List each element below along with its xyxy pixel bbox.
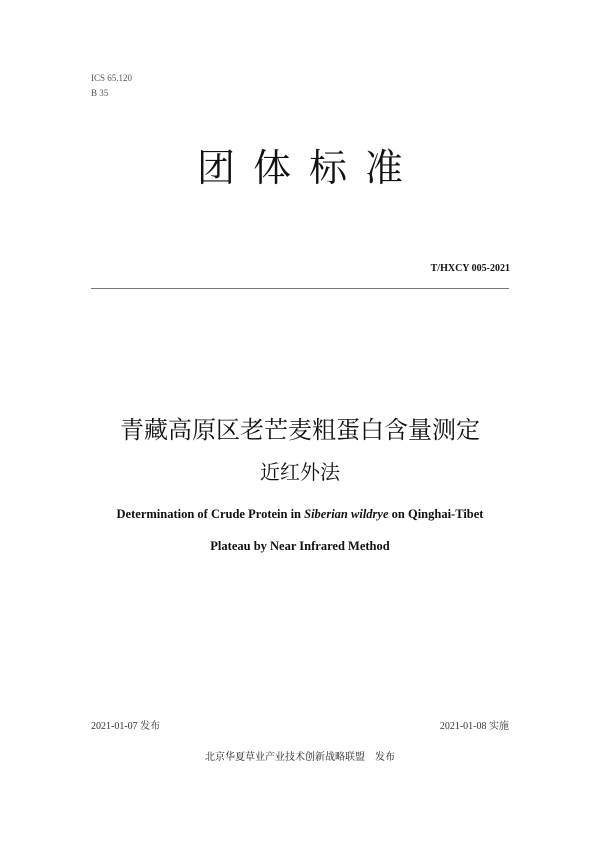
english-title-species: Siberian wildrye <box>304 507 389 521</box>
header-divider <box>91 288 509 289</box>
english-title-line-1-start: Determination of Crude Protein in <box>116 507 305 521</box>
implementation-date-block <box>440 720 509 734</box>
standard-number: T/HXCY 005-2021 <box>430 263 510 274</box>
english-title-line-1-end: on Qinghai-Tibet <box>388 507 484 521</box>
issue-label: 发布 <box>140 721 161 732</box>
chinese-title-line-2: 近红外法 <box>260 460 340 484</box>
chinese-title-line-1: 青藏高原区老芒麦粗蛋白含量测定 <box>120 416 480 444</box>
issuer-block <box>0 751 600 765</box>
implementation-label: 实施 <box>489 721 509 732</box>
ics-code: ICS 65.120 <box>91 73 133 83</box>
ccs-code: B 35 <box>91 88 109 98</box>
implementation-date: 2021-01-08 <box>439 721 487 732</box>
english-title-line-2: Plateau by Near Infrared Method <box>210 539 390 553</box>
issue-date: 2021-01-07 <box>91 721 138 732</box>
standard-type-title: 团体标准 <box>196 146 421 190</box>
issue-date-block <box>91 720 160 734</box>
english-title-line-1 <box>0 505 600 523</box>
issuer-label: 发布 <box>375 752 395 763</box>
issuer-name: 北京华夏草业产业技术创新战略联盟 <box>205 752 365 763</box>
